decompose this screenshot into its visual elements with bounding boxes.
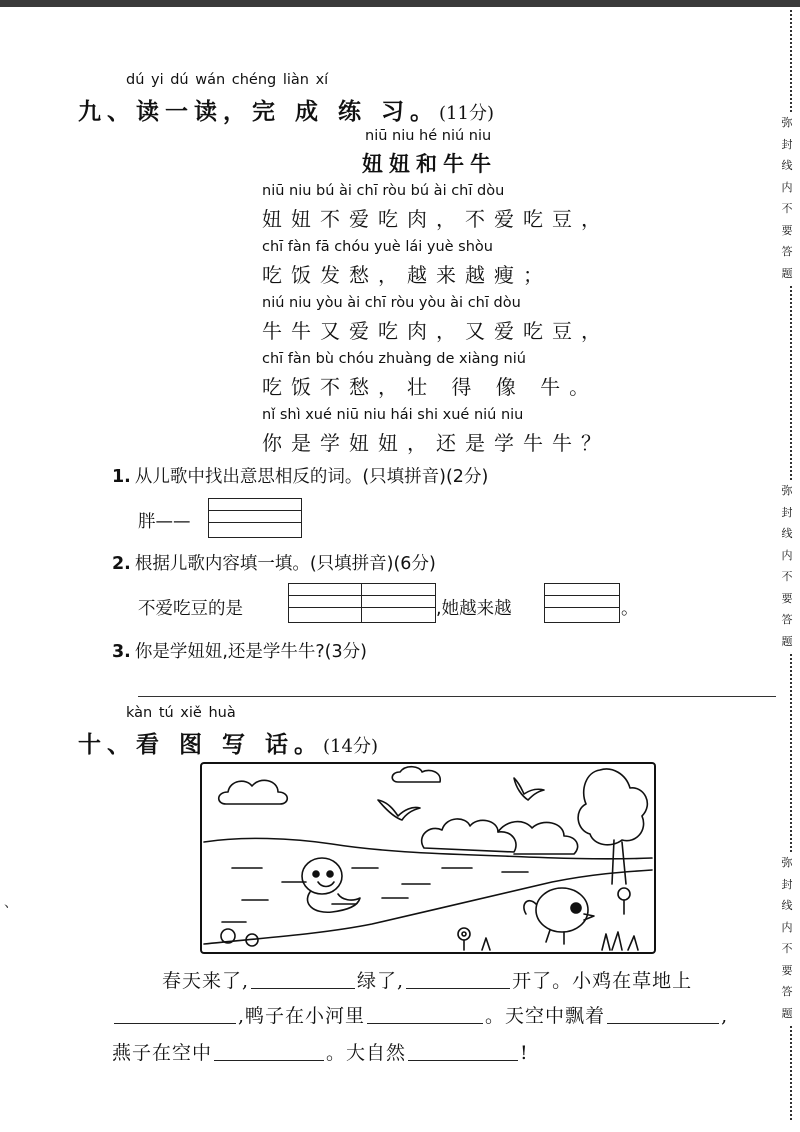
poem-line-pinyin: niú niu yòu ài chī ròu yòu ài chī dòu (262, 295, 521, 311)
seal-notice-char: 线 (781, 159, 793, 172)
poem-line-pinyin: chī fàn bù chóu zhuàng de xiàng niú (262, 351, 526, 367)
poem-line-pinyin: nǐ shì xué niū niu hái shi xué niú niu (262, 407, 524, 423)
writing-blank[interactable] (114, 1022, 236, 1024)
poem-line: 吃饭发愁，越来越瘦； (262, 263, 552, 287)
writing-line-2 (112, 1001, 728, 1028)
seal-notice-char: 要 (781, 591, 793, 605)
q1-answer-box[interactable] (208, 498, 302, 538)
question-text: 你是学妞妞,还是学牛牛?(3分) (134, 642, 367, 662)
writing-text: ! (520, 1042, 529, 1064)
writing-blank[interactable] (408, 1059, 518, 1061)
writing-text: 。天空中飘着 (485, 1005, 606, 1027)
q2-answer-box-name[interactable] (288, 583, 436, 623)
section10-heading-pinyin: kàn tú xiě huà (126, 705, 236, 721)
q2-sentence-start: 不爱吃豆的是 (138, 599, 243, 619)
seal-notice-char: 封 (781, 505, 793, 519)
seal-notice-char: 题 (781, 1006, 793, 1020)
seal-notice-char: 封 (781, 137, 793, 151)
section10-score: (14分) (323, 736, 378, 757)
question-text: 从儿歌中找出意思相反的词。(只填拼音)(2分) (134, 467, 489, 487)
section10-heading-text: 十、看 图 写 话。 (78, 731, 324, 758)
seal-notice-char: 弥 (781, 116, 793, 129)
seal-notice-char: 线 (781, 527, 793, 540)
writing-text: 春天来了, (162, 970, 250, 992)
section9-score: (11分) (439, 103, 494, 124)
seal-notice-char: 题 (781, 634, 793, 648)
poem-line: 妞妞不爱吃肉，不爱吃豆， (262, 207, 610, 231)
q3-answer-line[interactable] (138, 696, 776, 697)
seal-notice-char: 答 (781, 245, 793, 258)
question-1 (112, 463, 488, 488)
writing-text: 开了。小鸡在草地上 (512, 970, 693, 992)
section10-heading (78, 726, 378, 759)
tree-icon (578, 769, 647, 845)
seal-notice-char: 内 (781, 548, 793, 562)
bush-icon (422, 819, 516, 852)
writing-text: , (721, 1005, 729, 1027)
seal-notice-char: 封 (781, 877, 793, 891)
poem-line: 吃饭不愁，壮 得 像 牛。 (262, 375, 599, 399)
writing-blank[interactable] (367, 1022, 483, 1024)
seal-notice-char: 弥 (781, 484, 793, 497)
section9-heading-pinyin: dú yi dú wán chéng liàn xí (126, 72, 329, 88)
cloud-icon (219, 780, 288, 804)
seal-line-notice (773, 112, 800, 284)
question-3 (112, 638, 367, 663)
poem-line-pinyin: niū niu bú ài chī ròu bú ài chī dòu (262, 183, 505, 199)
seal-notice-char: 答 (781, 613, 793, 626)
spring-scene-illustration (200, 762, 656, 954)
writing-line-1 (162, 966, 692, 993)
q2-sentence-end: 。 (621, 599, 639, 619)
question-number: 2. (112, 554, 131, 574)
question-number: 1. (112, 467, 131, 487)
question-2 (112, 550, 436, 575)
chick-icon (524, 888, 594, 944)
poem-line: 你是学妞妞，还是学牛牛？ (262, 431, 610, 455)
seal-notice-char: 题 (781, 266, 793, 280)
flower-icon (221, 888, 630, 950)
seal-notice-char: 内 (781, 920, 793, 934)
seal-notice-char: 要 (781, 223, 793, 237)
poem-line: 牛牛又爱吃肉，又爱吃豆， (262, 319, 610, 343)
seal-line-notice (773, 480, 800, 652)
writing-blank[interactable] (607, 1022, 719, 1024)
writing-text: 。大自然 (326, 1042, 407, 1064)
q1-word-label: 胖—— (138, 512, 191, 532)
top-border-bar (0, 0, 800, 7)
section9-heading-text: 九、读一读，完 成 练 习。 (78, 98, 440, 125)
seal-notice-char: 弥 (781, 856, 793, 869)
swallow-icon (514, 778, 544, 800)
stray-mark: 、 (4, 895, 18, 911)
seal-notice-char: 线 (781, 899, 793, 912)
writing-blank[interactable] (406, 987, 510, 989)
seal-notice-char: 不 (781, 570, 793, 583)
section9-heading (78, 93, 494, 126)
seal-notice-char: 内 (781, 180, 793, 194)
q2-sentence-middle: ,她越来越 (436, 599, 512, 619)
writing-line-3 (112, 1038, 529, 1065)
writing-blank[interactable] (214, 1059, 324, 1061)
poem-title: 妞妞和牛牛 (362, 151, 497, 176)
question-text: 根据儿歌内容填一填。(只填拼音)(6分) (134, 554, 436, 574)
writing-text: ,鸭子在小河里 (238, 1005, 366, 1027)
question-number: 3. (112, 642, 131, 662)
cloud-icon (392, 767, 440, 782)
poem-line-pinyin: chī fàn fā chóu yuè lái yuè shòu (262, 239, 493, 255)
seal-notice-char: 不 (781, 202, 793, 215)
writing-blank[interactable] (251, 987, 355, 989)
swallow-icon (378, 800, 420, 820)
seal-notice-char: 要 (781, 963, 793, 977)
q2-answer-box-word[interactable] (544, 583, 620, 623)
poem-title-pinyin: niū niu hé niú niu (365, 128, 492, 144)
seal-notice-char: 不 (781, 942, 793, 955)
writing-text: 绿了, (357, 970, 405, 992)
seal-notice-char: 答 (781, 985, 793, 998)
seal-line-notice (773, 852, 800, 1024)
writing-text: 燕子在空中 (112, 1042, 213, 1064)
